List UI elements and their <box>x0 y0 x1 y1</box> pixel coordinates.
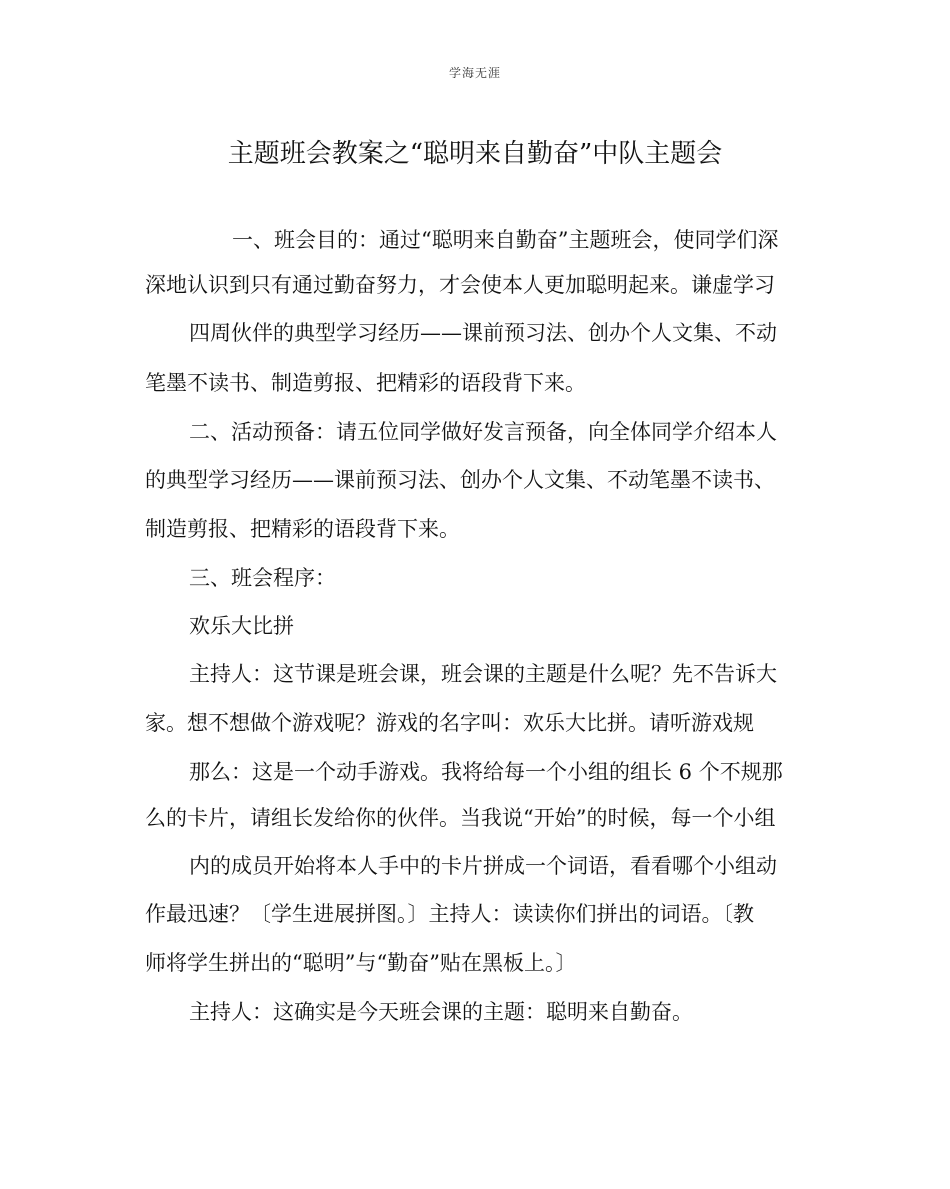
body-line-1: 一、班会目的：通过“聪明来自勤奋”主题班会，使同学们深 <box>232 228 779 252</box>
body-line-10: 主持人：这节课是班会课，班会课的主题是什么呢？先不告诉大 <box>189 662 777 686</box>
body-line-17: 主持人：这确实是今天班会课的主题：聪明来自勤奋。 <box>189 1000 693 1024</box>
body-line-2: 深地认识到只有通过勤奋努力，才会使本人更加聪明起来。谦虚学习 <box>145 273 775 297</box>
body-line-6: 的典型学习经历——课前预习法、创办个人文集、不动笔墨不读书、 <box>145 468 775 492</box>
body-line-11: 家。想不想做个游戏呢？游戏的名字叫：欢乐大比拼。请听游戏规 <box>145 711 754 735</box>
body-line-14: 内的成员开始将本人手中的卡片拼成一个词语，看看哪个小组动 <box>189 854 777 878</box>
body-line-16: 师将学生拼出的“聪明”与“勤奋”贴在黑板上。〕 <box>145 951 577 975</box>
body-line-5: 二、活动预备：请五位同学做好发言预备，向全体同学介绍本人 <box>189 420 777 444</box>
body-line-7: 制造剪报、把精彩的语段背下来。 <box>145 517 460 541</box>
body-line-3: 四周伙伴的典型学习经历——课前预习法、创办个人文集、不动 <box>189 321 777 345</box>
document-title: 主题班会教案之“聪明来自勤奋”中队主题会 <box>227 139 723 169</box>
body-line-12: 那么：这是一个动手游戏。我将给每一个小组的组长 6 个不规那 <box>189 760 783 784</box>
page-header: 学海无涯 <box>448 66 501 80</box>
body-line-8: 三、班会程序： <box>189 566 336 590</box>
body-line-13: 么的卡片，请组长发给你的伙伴。当我说“开始”的时候，每一个小组 <box>145 806 776 830</box>
body-line-9: 欢乐大比拼 <box>189 614 294 638</box>
body-line-4: 笔墨不读书、制造剪报、把精彩的语段背下来。 <box>145 371 586 395</box>
body-line-15: 作最迅速？〔学生进展拼图。〕主持人：读读你们拼出的词语。〔教 <box>145 902 754 926</box>
